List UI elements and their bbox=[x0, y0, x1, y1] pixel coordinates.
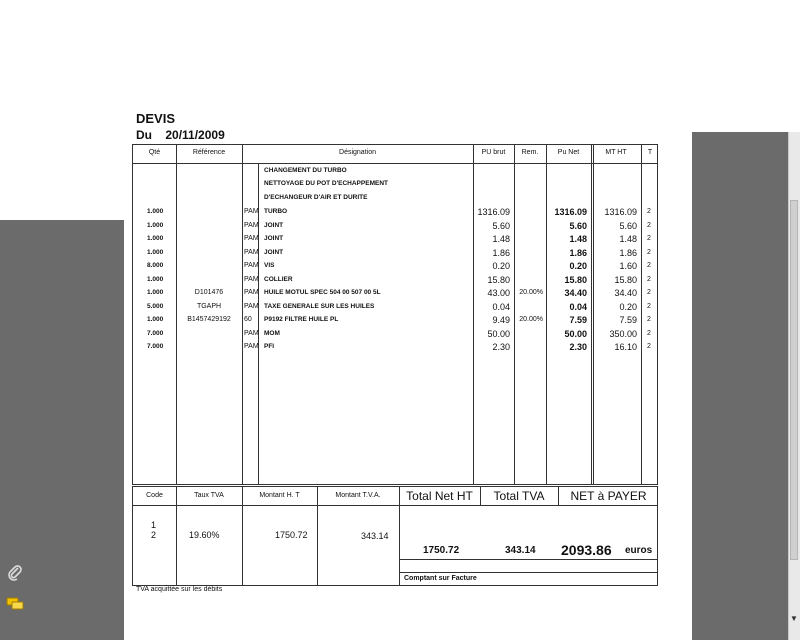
document-date bbox=[136, 128, 225, 142]
cell-qty: 1.000 bbox=[147, 275, 164, 283]
cell-qty: 1.000 bbox=[147, 235, 164, 242]
date-value: 20/11/2009 bbox=[165, 128, 225, 142]
cell-t: 2 bbox=[647, 329, 651, 337]
net-a-payer-value: 2093.86 bbox=[561, 542, 612, 558]
cell-mt-ht: 0.20 bbox=[619, 301, 637, 312]
tva-code: 2 bbox=[151, 530, 157, 540]
cell-t: 2 bbox=[647, 208, 651, 215]
cell-code: PAM bbox=[244, 329, 259, 337]
cell-reference: D101476 bbox=[194, 289, 224, 296]
cell-code: PAM bbox=[244, 248, 259, 256]
note-line: D'ECHANGEUR D'AIR ET DURITE bbox=[264, 194, 368, 201]
paperclip-icon[interactable] bbox=[6, 564, 24, 582]
total-tva-value: 343.14 bbox=[505, 545, 536, 556]
totals-table bbox=[132, 486, 658, 586]
header-designation: Désignation bbox=[339, 149, 376, 156]
cell-qty: 1.000 bbox=[147, 289, 164, 296]
montant-tva-value: 343.14 bbox=[361, 531, 389, 541]
tva-code: 1 bbox=[151, 520, 157, 530]
header-pu-brut: PU brut bbox=[481, 149, 506, 156]
cell-reference: B1457429192 bbox=[187, 316, 231, 323]
cell-designation: P9192 FILTRE HUILE PL bbox=[264, 316, 339, 323]
cell-pu-net: 2.30 bbox=[569, 342, 587, 352]
cell-pu-net: 7.59 bbox=[569, 315, 587, 325]
cell-t: 2 bbox=[647, 343, 651, 350]
cell-designation: JOINT bbox=[264, 248, 284, 256]
cell-t: 2 bbox=[647, 289, 651, 296]
cell-qty: 1.000 bbox=[147, 316, 164, 323]
cell-pu-net: 0.20 bbox=[569, 261, 587, 271]
document-title: DEVIS bbox=[136, 111, 176, 126]
cell-code: PAM bbox=[244, 262, 259, 269]
cell-code: PAM bbox=[244, 208, 259, 215]
cell-pu-brut: 50.00 bbox=[487, 328, 510, 339]
cell-t: 2 bbox=[647, 316, 651, 323]
scrollbar-thumb[interactable] bbox=[790, 200, 798, 560]
cell-designation: TAXE GENERALE SUR LES HUILES bbox=[264, 302, 375, 310]
header-mt-ht: MT HT bbox=[605, 149, 627, 156]
header-montant-ht: Montant H. T bbox=[259, 492, 300, 499]
viewer-background-right bbox=[692, 132, 788, 640]
header-pu-net: Pu Net bbox=[557, 149, 580, 156]
cell-pu-net: 15.80 bbox=[564, 274, 587, 285]
cell-pu-brut: 15.80 bbox=[487, 274, 510, 285]
cell-mt-ht: 16.10 bbox=[614, 342, 637, 352]
cell-qty: 7.000 bbox=[147, 329, 164, 337]
montant-ht-value: 1750.72 bbox=[275, 530, 308, 540]
cell-designation: MOM bbox=[264, 329, 280, 337]
cell-qty: 7.000 bbox=[147, 343, 164, 350]
cell-mt-ht: 350.00 bbox=[609, 328, 637, 339]
note-line: CHANGEMENT DU TURBO bbox=[264, 167, 347, 174]
cell-code: PAM bbox=[244, 302, 259, 310]
cell-pu-net: 34.40 bbox=[564, 288, 587, 298]
cell-remise: 20.00% bbox=[519, 316, 543, 323]
column-divider bbox=[242, 487, 243, 585]
cell-qty: 1.000 bbox=[147, 221, 164, 229]
cell-mt-ht: 1.48 bbox=[619, 234, 637, 244]
cell-t: 2 bbox=[647, 262, 651, 269]
cell-pu-brut: 43.00 bbox=[487, 288, 510, 298]
cell-t: 2 bbox=[647, 302, 651, 310]
cell-designation: PFI bbox=[264, 343, 275, 350]
quote-lines-table bbox=[132, 144, 658, 485]
cell-designation: COLLIER bbox=[264, 275, 293, 283]
cell-code: PAM bbox=[244, 221, 259, 229]
cell-code: PAM bbox=[244, 275, 259, 283]
note-line: NETTOYAGE DU POT D'ECHAPPEMENT bbox=[264, 180, 388, 187]
column-divider bbox=[641, 145, 642, 484]
cell-pu-brut: 1316.09 bbox=[477, 207, 510, 217]
cell-pu-brut: 5.60 bbox=[492, 220, 510, 231]
cell-mt-ht: 1316.09 bbox=[604, 207, 637, 217]
column-divider bbox=[176, 145, 177, 484]
payment-divider bbox=[399, 572, 657, 573]
cell-pu-net: 1.86 bbox=[569, 247, 587, 258]
cell-code: PAM bbox=[244, 289, 259, 296]
currency-label: euros bbox=[625, 545, 653, 556]
cell-code: 60 bbox=[244, 316, 252, 323]
cell-qty: 1.000 bbox=[147, 248, 164, 256]
total-net-ht-value: 1750.72 bbox=[423, 545, 460, 556]
cell-mt-ht: 5.60 bbox=[619, 220, 637, 231]
column-divider bbox=[317, 487, 318, 585]
cell-t: 2 bbox=[647, 248, 651, 256]
cell-pu-brut: 1.86 bbox=[492, 247, 510, 258]
cell-reference: TGAPH bbox=[196, 302, 222, 310]
date-label: Du bbox=[136, 128, 152, 142]
column-divider bbox=[242, 145, 243, 484]
cell-qty: 5.000 bbox=[147, 302, 164, 310]
cell-designation: TURBO bbox=[264, 208, 288, 215]
totals-value-divider bbox=[399, 559, 657, 560]
cell-pu-net: 1316.09 bbox=[554, 207, 587, 217]
header-code: Code bbox=[146, 492, 163, 499]
column-divider bbox=[176, 487, 177, 585]
cell-pu-brut: 0.20 bbox=[492, 261, 510, 271]
cell-qty: 1.000 bbox=[147, 208, 164, 215]
header-montant-tva: Montant T.V.A. bbox=[335, 492, 381, 499]
cell-designation: JOINT bbox=[264, 221, 284, 229]
payment-note: Comptant sur Facture bbox=[404, 575, 477, 582]
header-qty: Qté bbox=[148, 149, 161, 156]
totals-header-divider bbox=[133, 505, 657, 506]
cell-pu-brut: 0.04 bbox=[492, 301, 510, 312]
cell-t: 2 bbox=[647, 221, 651, 229]
cell-pu-net: 5.60 bbox=[569, 220, 587, 231]
scroll-down-arrow-icon[interactable]: ▼ bbox=[790, 614, 798, 623]
cell-mt-ht: 1.60 bbox=[619, 261, 637, 271]
cell-pu-brut: 1.48 bbox=[492, 234, 510, 244]
footer-note: TVA acquittée sur les débits bbox=[136, 586, 223, 593]
header-net-a-payer: NET à PAYER bbox=[570, 489, 647, 503]
cell-t: 2 bbox=[647, 235, 651, 242]
comment-icon[interactable] bbox=[6, 596, 24, 612]
cell-pu-brut: 2.30 bbox=[492, 342, 510, 352]
cell-pu-brut: 9.49 bbox=[492, 315, 510, 325]
cell-designation: JOINT bbox=[264, 235, 284, 242]
header-total-net-ht: Total Net HT bbox=[406, 489, 473, 503]
tva-rate: 19.60% bbox=[189, 530, 220, 540]
header-total-tva: Total TVA bbox=[493, 489, 545, 503]
cell-mt-ht: 1.86 bbox=[619, 247, 637, 258]
cell-mt-ht: 34.40 bbox=[614, 288, 637, 298]
cell-code: PAM bbox=[244, 343, 259, 350]
header-t: T bbox=[647, 149, 653, 156]
cell-qty: 8.000 bbox=[147, 262, 164, 269]
cell-mt-ht: 15.80 bbox=[614, 274, 637, 285]
cell-t: 2 bbox=[647, 275, 651, 283]
column-divider bbox=[514, 145, 515, 484]
cell-code: PAM bbox=[244, 235, 259, 242]
header-reference: Référence bbox=[192, 149, 226, 156]
cell-designation: VIS bbox=[264, 262, 275, 269]
cell-mt-ht: 7.59 bbox=[619, 315, 637, 325]
header-rem: Rem. bbox=[521, 149, 539, 156]
header-taux-tva: Taux TVA bbox=[194, 492, 224, 499]
cell-pu-net: 0.04 bbox=[569, 301, 587, 312]
cell-designation: HUILE MOTUL SPEC 504 00 507 00 5L bbox=[264, 289, 381, 296]
cell-remise: 20.00% bbox=[519, 289, 543, 296]
cell-pu-net: 50.00 bbox=[564, 328, 587, 339]
cell-pu-net: 1.48 bbox=[569, 234, 587, 244]
